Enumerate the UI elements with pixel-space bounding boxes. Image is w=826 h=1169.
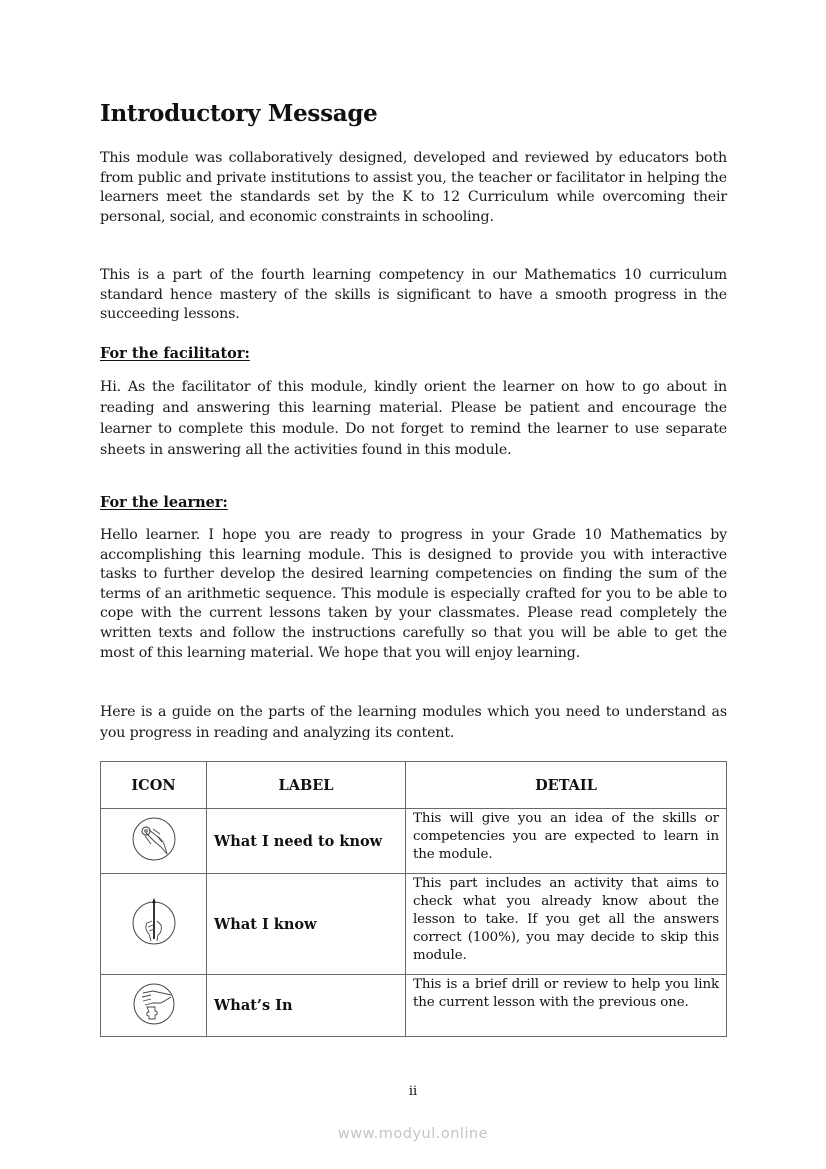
page-number: ii: [408, 1084, 418, 1099]
icon-cell: [101, 975, 207, 1037]
header-detail: DETAIL: [406, 762, 727, 809]
table-row: [101, 809, 727, 874]
intro-paragraph: This module was collaboratively designed, developed and reviewed by educators both from public and private institutions to assist you, the teacher or facilitator in helping the learners meet the standards set by the K to 12 Curriculum while overcoming their personal, social, and economic constraints in schooling.: [100, 150, 727, 225]
row-detail: This will give you an idea of the skills or competencies you are expected to learn in the module.: [406, 809, 727, 874]
learner-heading: For the learner:: [100, 494, 228, 511]
row-detail: This is a brief drill or review to help you link the current lesson with the previous one.: [406, 975, 727, 1037]
module-parts-table: [100, 761, 727, 1037]
row-label: What I know: [207, 874, 406, 975]
facilitator-paragraph: Hi. As the facilitator of this module, kindly orient the learner on how to go about in reading and answering this learning material. Please be patient and encourage the learner to complete this module. Do not forget to remind the learner to use separate sheets in answering all the activities found in this module.: [100, 379, 727, 458]
watermark-text: www.modyul.online: [337, 1126, 489, 1142]
icon-cell: [101, 809, 207, 874]
facilitator-heading: For the facilitator:: [100, 345, 250, 362]
hand-pencil-icon: [131, 897, 177, 951]
guide-paragraph: Here is a guide on the parts of the learning modules which you need to understand as you progress in reading and analyzing its content.: [100, 704, 727, 741]
row-label: What’s In: [207, 975, 406, 1037]
page-title: Introductory Message: [100, 100, 378, 127]
learner-paragraph: Hello learner. I hope you are ready to progress in your Grade 10 Mathematics by accomplishing this learning module. This is designed to provide you with interactive tasks to further develop the desired learning competencies on finding the sum of the terms of an arithmetic sequence. This module is especially crafted for you to be able to cope with the current lessons taken by your classmates. Please read completely the written texts and follow the instructions carefully so that you will be able to get the most of this learning material. We hope that you will enjoy learning.: [100, 527, 727, 661]
icon-cell: [101, 874, 207, 975]
table-row: [101, 975, 727, 1037]
row-detail: This part includes an activity that aims to check what you already know about the lesson to take. If you get all the answers correct (100%), you may decide to skip this module.: [406, 874, 727, 975]
table-header-row: [101, 762, 727, 809]
hand-touch-icon: [131, 816, 177, 866]
table-row: [101, 874, 727, 975]
hand-puzzle-icon: [131, 981, 177, 1031]
header-label: LABEL: [207, 762, 406, 809]
competency-paragraph: This is a part of the fourth learning competency in our Mathematics 10 curriculum standard hence mastery of the skills is significant to have a smooth progress in the succeeding lessons.: [100, 267, 727, 323]
row-label: What I need to know: [207, 809, 406, 874]
header-icon: ICON: [101, 762, 207, 809]
